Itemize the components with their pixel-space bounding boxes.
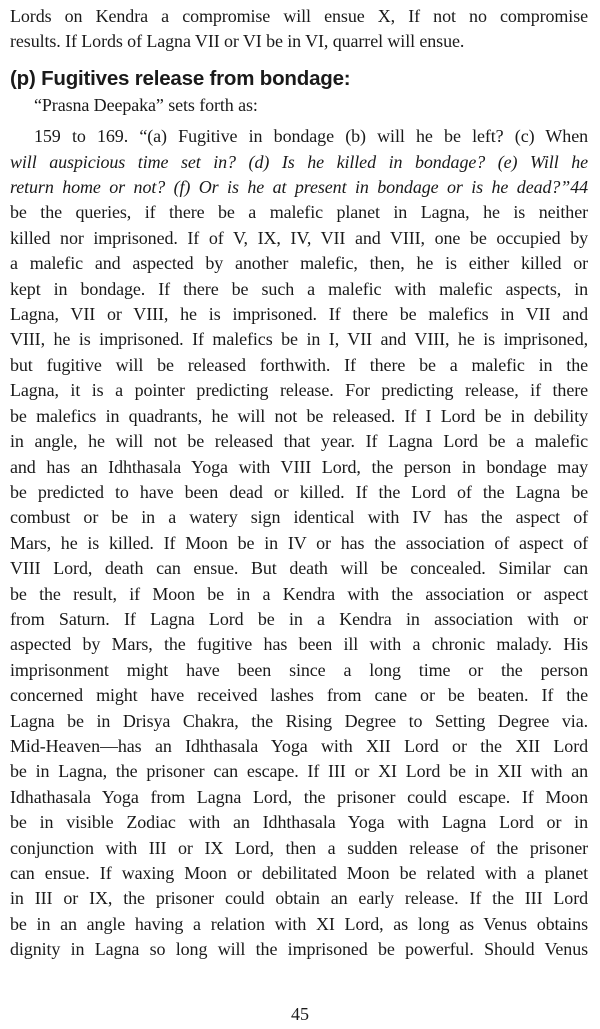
text-line: combust or be in a watery sign identical with IV has the aspect of xyxy=(10,507,588,528)
text-line: Lords on Kendra a compromise will ensue X, If not no compromise xyxy=(10,6,588,26)
text-line: results. If Lords of Lagna VII or VI be in VI, quarrel will ensue. xyxy=(10,31,465,52)
query-line: return home or not? (f) Or is he at present in bondage or is he dead?”44 xyxy=(10,177,588,198)
text-line: be in Lagna, the prisoner can escape. If III or XI Lord be in XII with an xyxy=(10,761,588,782)
text-line: be in an angle having a relation with XI Lord, as long as Venus obtains xyxy=(10,913,588,934)
text-line: but fugitive will be released forthwith. If there be a malefic in the xyxy=(10,354,588,375)
body-paragraph xyxy=(10,200,588,962)
text-line: conjunction with III or IX Lord, then a sudden release of the prisoner xyxy=(10,837,588,858)
intro-line: “Prasna Deepaka” sets forth as: xyxy=(34,94,258,115)
text-line: dignity in Lagna so long will the imprisoned be powerful. Should Venus xyxy=(10,939,588,960)
spacer xyxy=(10,55,588,65)
text-line: killed nor imprisoned. If of V, IX, IV, VII and VIII, one be occupied by xyxy=(10,227,588,248)
query-line: 159 to 169. “(a) Fugitive in bondage (b) will he be left? (c) When xyxy=(34,126,588,147)
text-line: kept in bondage. If there be such a malefic with malefic aspects, in xyxy=(10,278,588,299)
text-line: imprisonment might have been since a long time or the person xyxy=(10,659,588,680)
text-line: from Saturn. If Lagna Lord be in a Kendra in association with or xyxy=(10,608,588,629)
page-number: 45 xyxy=(291,1004,309,1024)
text-line: be malefics in quadrants, he will not be released. If I Lord be in debility xyxy=(10,405,588,426)
text-line: a malefic and aspected by another malefic, then, he is either killed or xyxy=(10,253,588,274)
text-line: be predicted to have been dead or killed. If the Lord of the Lagna be xyxy=(10,481,588,502)
text-line: Mid-Heaven—has an Idhthasala Yoga with XII Lord or the XII Lord xyxy=(10,735,588,756)
text-line: can ensue. If waxing Moon or debilitated Moon be related with a planet xyxy=(10,863,588,883)
text-line: Idhathasala Yoga from Lagna Lord, the prisoner could escape. If Moon xyxy=(10,786,588,807)
text-line: and has an Idhthasala Yoga with VIII Lord, the person in bondage may xyxy=(10,456,588,477)
text-line: VIII, he is imprisoned. If malefics be in I, VII and VIII, he is imprisoned, xyxy=(10,329,588,350)
top-paragraph xyxy=(10,4,588,55)
text-line: in III or IX, the prisoner could obtain an early release. If the III Lord xyxy=(10,888,588,909)
text-line: Lagna, it is a pointer predicting release. For predicting release, if there xyxy=(10,380,588,401)
text-line: in angle, he will not be released that year. If Lagna Lord be a malefic xyxy=(10,431,588,452)
query-block xyxy=(10,124,588,200)
section-heading: (p) Fugitives release from bondage: xyxy=(10,66,351,90)
text-line: concerned might have received lashes from cane or be beaten. If the xyxy=(10,685,588,706)
text-line: VIII Lord, death can ensue. But death will be concealed. Similar can xyxy=(10,558,588,579)
query-line: will auspicious time set in? (d) Is he killed in bondage? (e) Will he xyxy=(10,151,588,172)
text-line: Lagna, VII or VIII, he is imprisoned. If there be malefics in VII and xyxy=(10,304,588,325)
text-line: Lagna be in Drisya Chakra, the Rising Degree to Setting Degree via. xyxy=(10,710,588,731)
text-line: be in visible Zodiac with an Idhthasala Yoga with Lagna Lord or in xyxy=(10,812,588,833)
text-line: Mars, he is killed. If Moon be in IV or has the association of aspect of xyxy=(10,532,588,553)
text-line: be the result, if Moon be in a Kendra with the association or aspect xyxy=(10,583,588,604)
text-line: be the queries, if there be a malefic planet in Lagna, he is neither xyxy=(10,202,588,223)
text-line: aspected by Mars, the fugitive has been ill with a chronic malady. His xyxy=(10,634,588,655)
